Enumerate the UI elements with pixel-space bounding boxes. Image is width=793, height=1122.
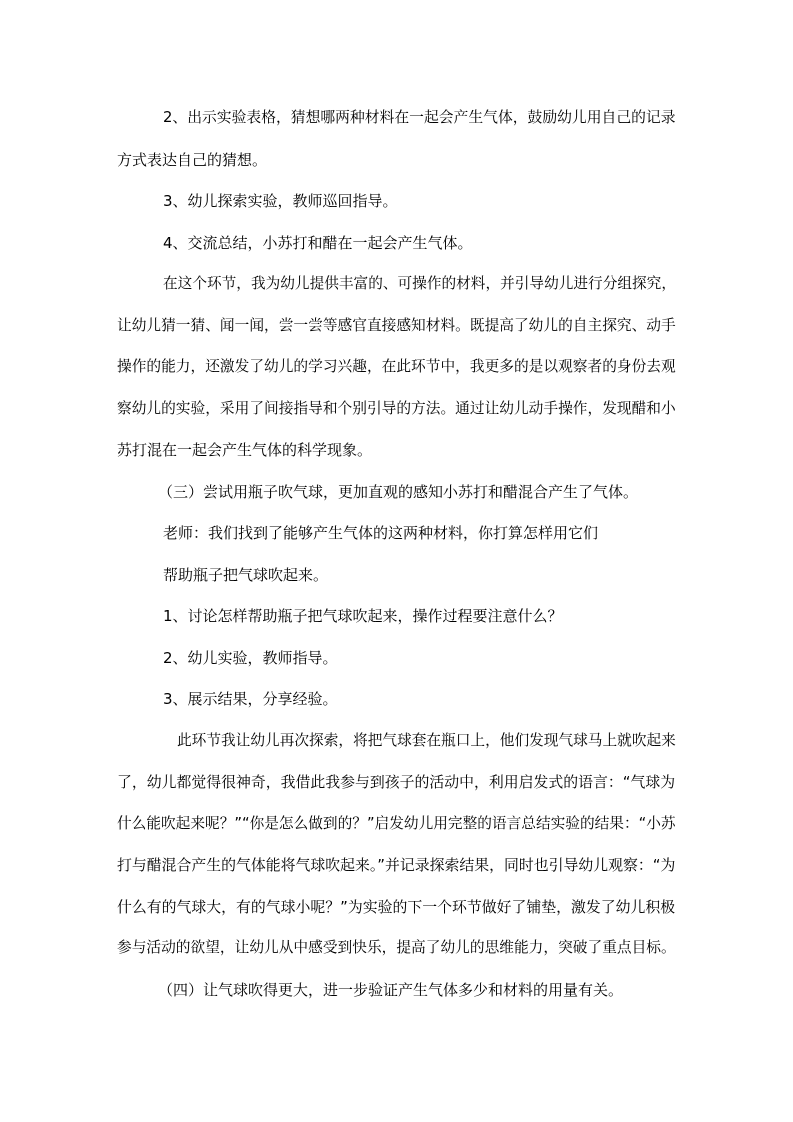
text-line-9: 苏打混在一起会产生气体的科学现象。 bbox=[117, 441, 373, 459]
section-heading-3: （三）尝试用瓶子吹气球，更加直观的感知小苏打和醋混合产生了气体。 bbox=[158, 483, 639, 501]
text-line-19: 打与醋混合产生的气体能将气球吹起来。”并记录探索结果，同时也引导幼儿观察：“为 bbox=[117, 856, 676, 874]
text-line-1: 2、出示实验表格，猜想哪两种材料在一起会产生气体，鼓励幼儿用自己的记录 bbox=[163, 109, 676, 126]
text-line-16: 此环节我让幼儿再次探索，将把气球套在瓶口上，他们发现气球马上就吹起来 bbox=[177, 732, 676, 749]
text-line-18: 什么能吹起来呢？”“你是怎么做到的？”启发幼儿用完整的语言总结实验的结果：“小苏 bbox=[117, 815, 676, 832]
text-line-21: 参与活动的欲望，让幼儿从中感受到快乐，提高了幼儿的思维能力，突破了重点目标。 bbox=[117, 939, 676, 956]
text-line-5: 在这个环节，我为幼儿提供丰富的、可操作的材料，并引导幼儿进行分组探究， bbox=[163, 275, 676, 292]
text-line-20: 什么有的气球大，有的气球小呢？”为实验的下一个环节做好了铺垫，激发了幼儿积极 bbox=[117, 898, 676, 916]
text-line-14: 2、幼儿实验，教师指导。 bbox=[163, 649, 338, 667]
text-line-13: 1、讨论怎样帮助瓶子把气球吹起来，操作过程要注意什么？ bbox=[163, 607, 563, 625]
text-line-7: 操作的能力，还激发了幼儿的学习兴趣，在此环节中，我更多的是以观察者的身份去观 bbox=[117, 358, 676, 375]
text-line-2: 方式表达自己的猜想。 bbox=[117, 151, 268, 169]
text-line-6: 让幼儿猜一猜、闻一闻，尝一尝等感官直接感知材料。既提高了幼儿的自主探究、动手 bbox=[117, 317, 676, 334]
text-line-12: 帮助瓶子把气球吹起来。 bbox=[163, 566, 329, 584]
text-line-8: 察幼儿的实验，采用了间接指导和个别引导的方法。通过让幼儿动手操作，发现醋和小 bbox=[117, 400, 676, 417]
text-line-11: 老师：我们找到了能够产生气体的这两种材料，你打算怎样用它们 bbox=[163, 524, 599, 542]
text-line-15: 3、展示结果，分享经验。 bbox=[163, 690, 338, 708]
text-line-4: 4、交流总结，小苏打和醋在一起会产生气体。 bbox=[163, 234, 473, 252]
text-line-3: 3、幼儿探索实验，教师巡回指导。 bbox=[163, 192, 398, 210]
text-line-17: 了，幼儿都觉得很神奇，我借此我参与到孩子的活动中，利用启发式的语言：“气球为 bbox=[117, 773, 676, 791]
section-heading-4: （四）让气球吹得更大，进一步验证产生气体多少和材料的用量有关。 bbox=[158, 981, 624, 999]
